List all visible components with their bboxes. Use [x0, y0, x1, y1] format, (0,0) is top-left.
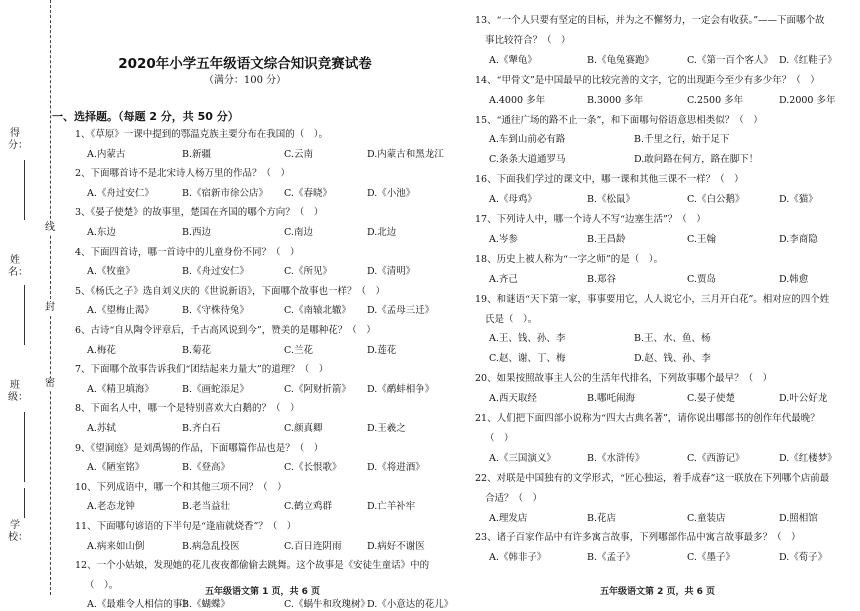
- question-text: 4、下面四首诗，哪一首诗中的儿童身份不同？（ ）: [75, 246, 300, 258]
- answer-option[interactable]: B.《宿新市徐公店》: [182, 187, 269, 199]
- question-text: 14、“甲骨文”是中国最早的比较完善的文字，它的出现距今至少有多少年？（ ）: [475, 74, 820, 86]
- footer-right: 五年级语文第 2 页，共 6 页: [600, 587, 716, 597]
- score-label: 得分：: [8, 128, 28, 151]
- answer-option[interactable]: A.西天取经: [489, 393, 537, 405]
- answer-option[interactable]: A.东边: [87, 227, 116, 238]
- seal-char-xian: 线: [45, 222, 55, 233]
- answer-option[interactable]: C.鹤立鸡群: [284, 501, 332, 513]
- answer-option[interactable]: D.《红楼梦》: [779, 452, 837, 464]
- answer-option[interactable]: D.《孟母三迁》: [367, 305, 435, 317]
- question-text: 22、对联是中国独有的文学形式，“匠心独运，着手成春”这一联放在下列哪个店前最: [475, 472, 830, 484]
- answer-option[interactable]: C.《长恨歌》: [284, 462, 342, 474]
- answer-option[interactable]: D.韩愈: [779, 273, 809, 285]
- answer-option[interactable]: C.《春晓》: [284, 187, 332, 199]
- answer-option[interactable]: C.《南辕北辙》: [284, 305, 351, 317]
- answer-option[interactable]: A.《陋室铭》: [87, 462, 145, 474]
- answer-option[interactable]: A.理发店: [489, 512, 528, 524]
- question-text: 21、人们把下面四部小说称为“四大古典名著”，请你说出哪部书的创作年代最晚？: [475, 413, 820, 424]
- answer-option[interactable]: D.叶公好龙: [779, 393, 828, 405]
- school-label: 学校：: [8, 520, 28, 543]
- cut-line: [50, 0, 51, 595]
- answer-option[interactable]: B.《守株待兔》: [182, 305, 250, 317]
- answer-option[interactable]: A.齐己: [489, 273, 518, 285]
- answer-option[interactable]: C.百日连阴雨: [284, 540, 342, 552]
- answer-option[interactable]: A.《最难令人相信的事》: [87, 599, 192, 611]
- question-text: 11、下面哪句谚语的下半句是“逢庙就烧香”？（ ）: [75, 521, 297, 532]
- question-text: 2、下面哪首诗不是北宋诗人杨万里的作品？（ ）: [75, 168, 291, 180]
- question-text: 9、《望洞庭》是刘禹锡的作品，下面哪篇作品也是？（ ）: [75, 442, 324, 454]
- section-heading: 一、选择题。（每题 2 分，共 50 分）: [52, 110, 239, 123]
- answer-option[interactable]: D.亡羊补牢: [367, 501, 416, 513]
- answer-option[interactable]: C.《白公鹅》: [687, 194, 745, 206]
- answer-option[interactable]: D.北边: [367, 227, 397, 238]
- question-text: 18、历史上被人称为“一字之师”的是（ ）。: [475, 253, 664, 265]
- class-label: 班级：: [8, 380, 28, 403]
- answer-option[interactable]: B.花店: [587, 512, 617, 524]
- answer-option[interactable]: C.童装店: [687, 512, 726, 524]
- answer-option[interactable]: C.贾岛: [687, 273, 716, 285]
- answer-option[interactable]: B.新疆: [182, 148, 212, 160]
- answer-option[interactable]: C.《第一百个客人》: [687, 54, 773, 66]
- answer-option[interactable]: B.西边: [182, 227, 212, 238]
- seal-char-mi: 密: [45, 378, 55, 389]
- answer-option[interactable]: A.《母鸡》: [489, 194, 537, 206]
- answer-option[interactable]: A.《三国演义》: [489, 452, 556, 464]
- exam-title: 2020年小学五年级语文综合知识竞赛试卷: [118, 56, 372, 72]
- answer-option[interactable]: D.照相馆: [779, 512, 818, 524]
- answer-option[interactable]: B.郑谷: [587, 273, 617, 285]
- question-text: 19、和谜语“天下第一家，事事要用它，人人说它小，三月开白花”。相对应的四个姓: [475, 293, 830, 305]
- answer-option[interactable]: D.《鹬蚌相争》: [367, 383, 435, 395]
- answer-option[interactable]: A.《犟龟》: [489, 54, 537, 66]
- answer-option[interactable]: C.王翰: [687, 233, 716, 245]
- question-text: 15、“通往广场的路不止一条”，和下面哪句俗语意思相类似？（ ）: [475, 114, 763, 126]
- question-text: 10、下列成语中，哪一个和其他三项不同？（ ）: [75, 481, 287, 493]
- answer-option[interactable]: B.菊花: [182, 344, 212, 356]
- answer-option[interactable]: C.2500 多年: [687, 94, 744, 106]
- answer-option[interactable]: B.《水浒传》: [587, 452, 645, 464]
- answer-option[interactable]: C.晏子使楚: [687, 393, 735, 405]
- answer-option[interactable]: A.《望梅止渴》: [87, 305, 154, 317]
- answer-option[interactable]: D.李商隐: [779, 233, 818, 245]
- answer-option[interactable]: B.《舟过安仁》: [182, 266, 250, 278]
- answer-option[interactable]: A.老态龙钟: [87, 501, 135, 513]
- answer-option[interactable]: A.《舟过安仁》: [87, 187, 154, 199]
- answer-option[interactable]: D.《小意达的花儿》: [367, 599, 454, 611]
- school-line: [24, 488, 25, 518]
- question-text-continued: （ ）: [485, 432, 514, 444]
- name-label: 姓名：: [8, 255, 28, 278]
- answer-option[interactable]: C.南边: [284, 227, 313, 238]
- question-text: 8、下面名人中，哪一个是特别喜欢大白鹅的？（ ）: [75, 403, 300, 415]
- question-text-continued: （ ）。: [85, 579, 119, 591]
- question-text: 3、《晏子使楚》的故事里，楚国在齐国的哪个方向？（ ）: [75, 207, 324, 219]
- answer-option[interactable]: A.病来如山倒: [87, 540, 145, 552]
- score-line: [24, 160, 25, 220]
- answer-option[interactable]: A.苏轼: [87, 423, 116, 434]
- answer-option[interactable]: A.王、钱、孙、李: [489, 333, 566, 345]
- answer-option[interactable]: D.《荀子》: [779, 552, 828, 564]
- answer-option[interactable]: D.2000 多年: [779, 94, 836, 106]
- question-text: 17、下列诗人中，哪一个诗人不写“边塞生活”？（ ）: [475, 214, 706, 225]
- answer-option[interactable]: A.4000 多年: [489, 94, 546, 106]
- binding-margin: [0, 0, 70, 595]
- answer-option[interactable]: C.兰花: [284, 344, 313, 356]
- answer-option[interactable]: B.《孟子》: [587, 552, 636, 564]
- answer-option[interactable]: C.《蜗牛和玫瑰树》: [284, 599, 370, 611]
- answer-option[interactable]: B.哪吒闹海: [587, 393, 636, 405]
- answer-option[interactable]: D.内蒙古和黑龙江: [367, 148, 444, 160]
- answer-option[interactable]: C.《阿财折箭》: [284, 383, 351, 395]
- answer-option[interactable]: B.3000 多年: [587, 94, 644, 106]
- answer-option[interactable]: D.《小池》: [367, 187, 416, 199]
- footer-left: 五年级语文第 1 页，共 6 页: [205, 587, 321, 597]
- exam-subtitle: （满分：100 分）: [203, 75, 287, 86]
- answer-option[interactable]: D.王羲之: [367, 423, 406, 434]
- seal-char-feng: 封: [45, 302, 55, 313]
- question-text: 20、如果按照故事主人公的生活年代排名，下列故事哪个最早？（ ）: [475, 373, 773, 385]
- name-line: [24, 285, 25, 345]
- question-text: 1、《草原》一课中提到的鄂温克族主要分布在我国的（ ）。: [75, 129, 329, 140]
- answer-option[interactable]: D.《清明》: [367, 266, 416, 278]
- answer-option[interactable]: B.老当益壮: [182, 501, 231, 513]
- answer-option[interactable]: B.齐白石: [182, 423, 221, 434]
- answer-option[interactable]: D.《红鞋子》: [779, 54, 837, 66]
- answer-option[interactable]: C.《所见》: [284, 266, 332, 278]
- answer-option[interactable]: C.《西游记》: [687, 452, 745, 464]
- answer-option[interactable]: B.《蝴蝶》: [182, 599, 231, 611]
- answer-option[interactable]: C.条条大道通罗马: [489, 154, 566, 166]
- answer-option[interactable]: A.车到山前必有路: [489, 134, 566, 146]
- answer-option[interactable]: B.《画蛇添足》: [182, 383, 250, 395]
- question-text-continued: 事比较符合？（ ）: [485, 34, 571, 46]
- answer-option[interactable]: B.王、水、鱼、杨: [634, 333, 711, 345]
- answer-option[interactable]: A.《精卫填海》: [87, 383, 154, 395]
- answer-option[interactable]: B.《龟兔赛跑》: [587, 54, 655, 66]
- answer-option[interactable]: D.《猫》: [779, 194, 818, 206]
- answer-option[interactable]: D.赵、钱、孙、李: [634, 353, 711, 365]
- class-line: [24, 412, 25, 482]
- answer-option[interactable]: B.千里之行，始于足下: [634, 134, 730, 146]
- answer-option[interactable]: B.王昌龄: [587, 233, 626, 245]
- answer-option[interactable]: C.颜真卿: [284, 423, 323, 434]
- question-text: 13、“一个人只要有坚定的目标，并为之不懈努力，一定会有收获。”——下面哪个故: [475, 15, 825, 26]
- answer-option[interactable]: A.梅花: [87, 344, 116, 356]
- question-text-continued: 合适？（ ）: [485, 492, 543, 504]
- question-text: 6、古诗“自从陶令评章后，千古高风说到今”，赞美的是哪种花？（ ）: [75, 325, 376, 336]
- answer-option[interactable]: B.《登高》: [182, 462, 231, 474]
- question-text: 7、下面哪个故事告诉我们“团结起来力量大”的道理？（ ）: [75, 364, 329, 376]
- answer-option[interactable]: C.云南: [284, 148, 313, 160]
- question-text-continued: 氏是（ ）。: [485, 313, 538, 325]
- answer-option[interactable]: D.敢问路在何方，路在脚下！: [634, 154, 759, 166]
- answer-option[interactable]: B.《松鼠》: [587, 194, 636, 206]
- answer-option[interactable]: A.《牧童》: [87, 266, 135, 278]
- answer-option[interactable]: C.赵、谢、丁、梅: [489, 353, 566, 365]
- question-text: 16、下面我们学过的课文中，哪一课和其他三课不一样？（ ）: [475, 174, 744, 186]
- answer-option[interactable]: D.《将进酒》: [367, 462, 425, 474]
- question-text: 5、《杨氏之子》选自刘义庆的《世说新语》，下面哪个故事也一样？（ ）: [75, 285, 386, 297]
- answer-option[interactable]: A.《韩非子》: [489, 552, 547, 564]
- question-text: 12、一个小姑娘，发现她的花儿夜夜都偷偷去跳舞。这个故事是《安徒生童话》中的: [75, 560, 430, 572]
- answer-option[interactable]: B.病急乱投医: [182, 540, 240, 552]
- answer-option[interactable]: A.内蒙古: [87, 148, 126, 160]
- answer-option[interactable]: A.岑参: [489, 233, 518, 245]
- answer-option[interactable]: C.《墨子》: [687, 552, 735, 564]
- question-text: 23、诸子百家作品中有许多寓言故事，下列哪部作品中寓言故事最多？（ ）: [475, 532, 801, 544]
- answer-option[interactable]: D.病好不谢医: [367, 540, 425, 552]
- answer-option[interactable]: D.莲花: [367, 344, 397, 356]
